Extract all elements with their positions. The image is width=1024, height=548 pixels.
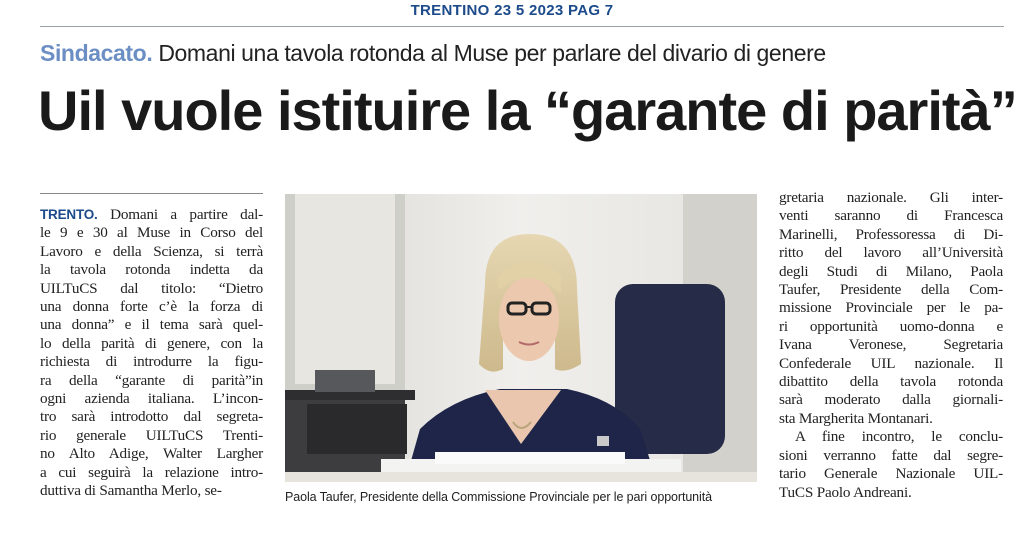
article-line: A fine incontro, le conclu-: [795, 428, 1003, 446]
page-header: TRENTINO 23 5 2023 PAG 7: [410, 2, 614, 19]
article-line: sioni verranno fatte dal segre-: [779, 446, 1003, 464]
portrait-image: [285, 194, 757, 482]
article-line: richiesta di introdurre la figu-: [40, 353, 263, 371]
article-line: Marinelli, Professoressa di Di-: [779, 225, 1003, 243]
article-line: ritto del lavoro all’Università: [779, 244, 1003, 262]
article-line: gretaria nazionale. Gli inter-: [779, 189, 1003, 206]
article-photo: [285, 194, 757, 482]
kicker-deck: Domani una tavola rotonda al Muse per parlare del divario di genere: [158, 40, 826, 66]
article-line: UILTuCS dal titolo: “Dietro: [40, 279, 263, 297]
column-divider: [40, 193, 263, 194]
article-line: la tavola rotonda indetta da: [40, 261, 263, 279]
article-line: Confederale UIL nazionale. Il: [779, 354, 1003, 372]
article-line: ri opportunità uomo-donna e: [779, 317, 1003, 335]
article-line: lo della parità di genere, con la: [40, 334, 263, 352]
article-line: missione Provinciale per le pa-: [779, 299, 1003, 317]
article-line: dibattito della tavola rotonda: [779, 373, 1003, 391]
article-line: [40, 206, 263, 224]
headline: Uil vuole istituire la “garante di parità”: [38, 79, 1017, 142]
article-line: no Alto Adige, Walter Largher: [40, 445, 263, 463]
article-line: sta Margherita Montanari.: [779, 409, 933, 427]
article-line: tro sarà introdotto dal segreta-: [40, 408, 263, 426]
article-line: una donna” e il tema sarà quel-: [40, 316, 263, 334]
article-line: venti saranno di Francesca: [779, 207, 1003, 225]
article-line: degli Studi di Milano, Paola: [779, 262, 1003, 280]
article-line: le 9 e 30 al Muse in Corso del: [40, 224, 263, 242]
article-line-text: Domani a partire dal-: [97, 206, 263, 223]
article-line: tario Generale Nazionale UIL-: [779, 465, 1003, 483]
article-line: rio generale UILTuCS Trenti-: [40, 426, 263, 444]
article-column-left: [40, 206, 263, 501]
photo-caption: Paola Taufer, Presidente della Commissione Provinciale per le pari opportunità: [285, 490, 712, 504]
header-divider: [40, 26, 1004, 27]
article-line: duttiva di Samantha Merlo, se-: [40, 482, 222, 500]
article-line: Taufer, Presidente della Com-: [779, 281, 1003, 299]
article-line: Lavoro e della Scienza, si terrà: [40, 242, 263, 260]
kicker: [40, 38, 1010, 68]
article-line: TuCS Paolo Andreani.: [779, 483, 912, 501]
article-column-right: [779, 189, 1003, 502]
article-line: a cui seguirà la relazione intro-: [40, 463, 263, 481]
article-line: ra della “garante di parità”in: [40, 371, 263, 389]
article-line: ogni azienda italiana. L’incon-: [40, 390, 263, 408]
article-line: una donna forte c’è la forza di: [40, 298, 263, 316]
article-line: Ivana Veronese, Segretaria: [779, 336, 1003, 354]
kicker-tag: Sindacato.: [40, 40, 153, 66]
article-line: sarà moderato dalla giornali-: [779, 391, 1003, 409]
dateline: TRENTO.: [40, 207, 98, 222]
